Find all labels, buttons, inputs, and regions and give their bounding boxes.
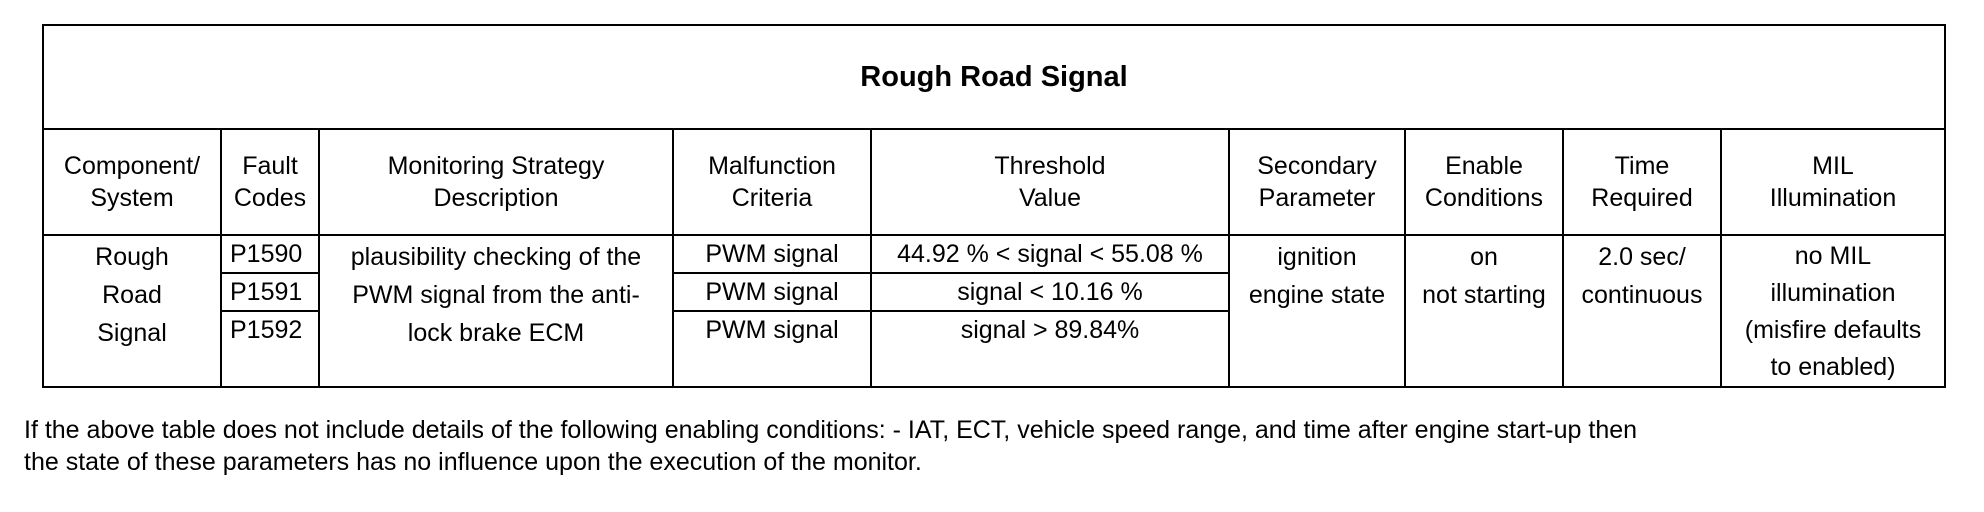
fault-codes-cell bbox=[221, 235, 319, 387]
monitoring-strategy-cell: plausibility checking of the PWM signal from the anti- lock brake ECM bbox=[319, 235, 673, 387]
threshold-value-cell bbox=[871, 235, 1229, 387]
header-secondary-parameter: Secondary Parameter bbox=[1229, 129, 1405, 235]
header-component: Component/ System bbox=[43, 129, 221, 235]
fault-code: P1590 bbox=[222, 236, 318, 274]
header-monitoring-strategy: Monitoring Strategy Description bbox=[319, 129, 673, 235]
threshold-value: signal < 10.16 % bbox=[872, 274, 1228, 312]
fault-code: P1591 bbox=[222, 274, 318, 312]
secondary-parameter-cell: ignition engine state bbox=[1229, 235, 1405, 387]
malfunction-criterion: PWM signal bbox=[674, 274, 870, 312]
header-malfunction-criteria: Malfunction Criteria bbox=[673, 129, 871, 235]
malfunction-criteria-cell bbox=[673, 235, 871, 387]
malfunction-criterion: PWM signal bbox=[705, 316, 839, 344]
enable-conditions-cell: on not starting bbox=[1405, 235, 1563, 387]
footnote bbox=[24, 414, 1924, 478]
table-row bbox=[43, 235, 1945, 387]
time-required-cell: 2.0 sec/ continuous bbox=[1563, 235, 1721, 387]
fault-code: P1592 bbox=[230, 316, 303, 344]
header-enable-conditions: Enable Conditions bbox=[1405, 129, 1563, 235]
threshold-value: signal > 89.84% bbox=[960, 316, 1140, 344]
footnote-line-1: If the above table does not include details of the following enabling conditions: - IAT, ECT, vehicle speed range, and time after engine start-up then bbox=[24, 416, 1638, 444]
header-threshold-value: Threshold Value bbox=[871, 129, 1229, 235]
malfunction-criterion: PWM signal bbox=[674, 236, 870, 274]
footnote-line-2: the state of these parameters has no influence upon the execution of the monitor. bbox=[24, 448, 922, 476]
threshold-value: 44.92 % < signal < 55.08 % bbox=[872, 236, 1228, 274]
header-row bbox=[43, 129, 1945, 235]
header-time-required: Time Required bbox=[1563, 129, 1721, 235]
rough-road-signal-table bbox=[42, 24, 1946, 388]
header-fault-codes: Fault Codes bbox=[221, 129, 319, 235]
mil-illumination-cell: no MIL illumination (misfire defaults to enabled) bbox=[1721, 235, 1945, 387]
component-cell: Rough Road Signal bbox=[43, 235, 221, 387]
header-mil-illumination: MIL Illumination bbox=[1721, 129, 1945, 235]
table-title: Rough Road Signal bbox=[43, 25, 1945, 129]
